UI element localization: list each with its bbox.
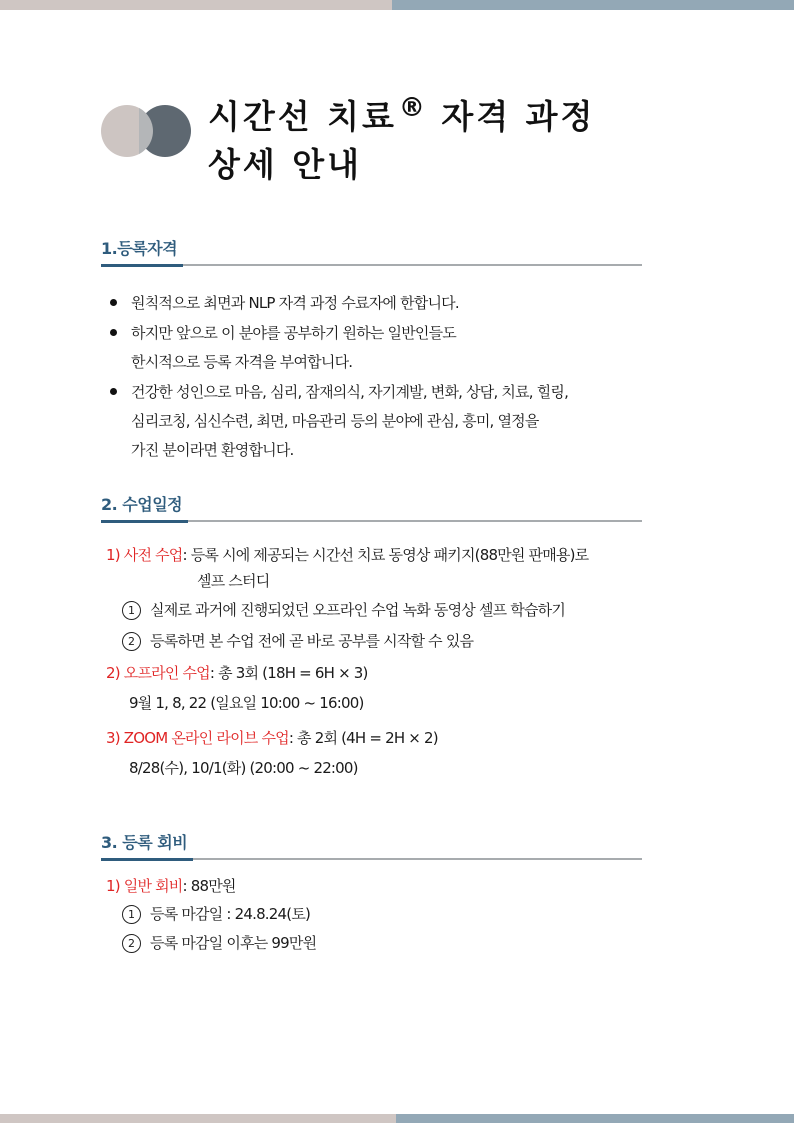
fee-sub-2-text: 등록 마감일 이후는 99만원: [150, 934, 317, 952]
circle-overlap: [139, 105, 153, 157]
schedule-sub-2: [122, 628, 473, 654]
fee-sub-2: [122, 930, 316, 956]
schedule-item-2: [106, 660, 368, 686]
schedule-item-1-text: : 등록 시에 제공되는 시간선 치료 동영상 패키지(88만원 판매용)로: [182, 546, 589, 564]
bullet-dot: [110, 329, 117, 336]
list-item-text: 가진 분이라면 환영합니다.: [131, 441, 294, 459]
section-heading-2: [101, 494, 642, 522]
fee-sub-1: [122, 901, 310, 927]
schedule-item-1: [106, 542, 588, 568]
schedule-sub-1-text: 실제로 과거에 진행되었던 오프라인 수업 녹화 동영상 셀프 학습하기: [150, 601, 566, 619]
schedule-item-2-text: : 총 3회 (18H = 6H × 3): [209, 664, 368, 682]
section-heading-3: [101, 832, 642, 860]
fee-sub-1-text: 등록 마감일 : 24.8.24(토): [150, 905, 311, 923]
decor-circles: [101, 105, 191, 157]
schedule-item-3-label: 3) ZOOM 온라인 라이브 수업: [106, 729, 289, 747]
circled-number: 2: [122, 632, 141, 651]
schedule-sub-2-text: 등록하면 본 수업 전에 곧 바로 공부를 시작할 수 있음: [150, 632, 474, 650]
list-item-text: 심리코칭, 심신수련, 최면, 마음관리 등의 분야에 관심, 흥미, 열정을: [131, 412, 539, 430]
schedule-item-3-text: : 총 2회 (4H = 2H × 2): [288, 729, 438, 747]
list-item: [110, 319, 690, 377]
list-item: [110, 289, 690, 318]
schedule-item-3: [106, 725, 438, 751]
circled-number: 1: [122, 601, 141, 620]
list-item-text: 하지만 앞으로 이 분야를 공부하기 원하는 일반인들도: [131, 324, 456, 342]
title-line1: [208, 93, 596, 136]
section-heading-2-label: 2. 수업일정: [101, 494, 188, 523]
fee-item-1: [106, 873, 236, 899]
list-item-text: 건강한 성인으로 마음, 심리, 잠재의식, 자기계발, 변화, 상담, 치료, 힐링,: [131, 383, 569, 401]
schedule-item-1-cont: 셀프 스터디: [197, 572, 270, 590]
title-part-b: 자격 과정: [441, 97, 596, 136]
fee-item-1-label: 1) 일반 회비: [106, 877, 183, 895]
bottom-decor-bar: [0, 1114, 794, 1123]
circled-number: 1: [122, 905, 141, 924]
schedule-item-2-cont: 9월 1, 8, 22 (일요일 10:00 ~ 16:00): [129, 694, 364, 712]
circled-number: 2: [122, 934, 141, 953]
list-item: [110, 378, 690, 465]
title-line2: 상세 안내: [208, 145, 363, 184]
top-decor-bar: [0, 0, 794, 10]
bullet-dot: [110, 388, 117, 395]
title-part-a: 시간선 치료: [208, 97, 397, 136]
schedule-item-2-label: 2) 오프라인 수업: [106, 664, 210, 682]
top-bar-blue: [392, 0, 794, 10]
section-heading-1: [101, 238, 642, 266]
list-item-text: 한시적으로 등록 자격을 부여합니다.: [131, 353, 353, 371]
registered-mark: ®: [398, 93, 425, 123]
list-item-text: 원칙적으로 최면과 NLP 자격 과정 수료자에 한합니다.: [131, 294, 459, 312]
page-title: [208, 84, 595, 189]
schedule-item-1-label: 1) 사전 수업: [106, 546, 183, 564]
bottom-bar-blue: [396, 1114, 794, 1123]
schedule-item-3-cont: 8/28(수), 10/1(화) (20:00 ~ 22:00): [129, 759, 358, 777]
section-heading-1-label: 1.등록자격: [101, 238, 183, 267]
top-bar-beige: [0, 0, 392, 10]
eligibility-list: [110, 289, 690, 466]
bottom-bar-beige: [0, 1114, 396, 1123]
fee-item-1-text: : 88만원: [182, 877, 236, 895]
section-heading-3-label: 3. 등록 회비: [101, 832, 193, 861]
schedule-sub-1: [122, 597, 565, 623]
bullet-dot: [110, 299, 117, 306]
